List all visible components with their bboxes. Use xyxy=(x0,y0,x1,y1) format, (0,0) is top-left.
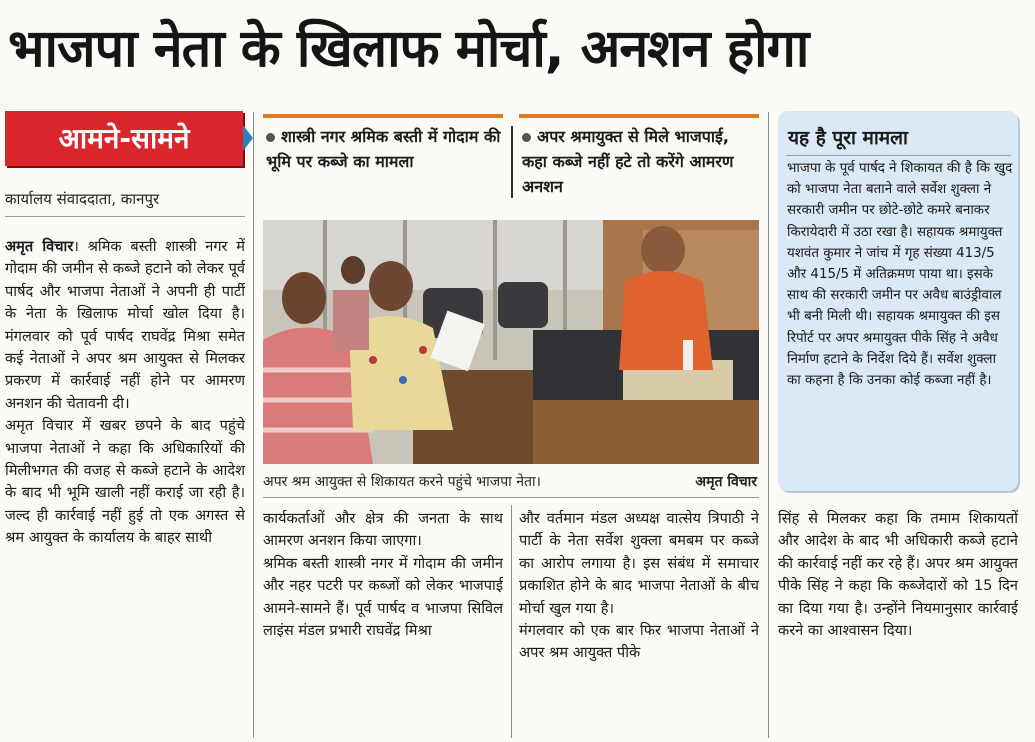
byline: कार्यालय संवाददाता, कानपुर xyxy=(5,190,160,208)
box-divider xyxy=(786,155,1011,156)
deck-left-text: शास्त्री नगर श्रमिक बस्ती में गोदाम की भूमि पर कब्जे का मामला xyxy=(266,127,501,171)
box-title: यह है पूरा मामला xyxy=(788,127,908,149)
deck-right xyxy=(522,124,758,199)
bullet-icon xyxy=(522,133,531,142)
lead-dateline: अमृत विचार xyxy=(5,238,74,255)
article-column-2 xyxy=(263,508,503,738)
bullet-icon xyxy=(266,133,275,142)
paragraph-text: । श्रमिक बस्ती शास्त्री नगर में गोदाम की जमीन से कब्जे हटाने को लेकर पूर्व पार्षद और भाजपा नेताओं ने अपनी ही पार्टी के नेता के खिलाफ मोर्चा खोल दिया है। मंगलवार को पूर्व पार्षद राघवेंद्र मिश्रा समेत कई नेताओं ने अपर श्रम आयुक्त से मिलकर प्रकरण में कार्रवाई नहीं होने पर आमरण अनशन की चेतावनी दी। xyxy=(5,238,245,412)
article-column-1 xyxy=(5,236,245,736)
paragraph: कार्यकर्ताओं और क्षेत्र की जनता के साथ आमरण अनशन किया जाएगा। xyxy=(263,510,503,550)
section-tag: आमने-सामने xyxy=(5,111,243,166)
deck-divider xyxy=(511,126,513,198)
article-column-4 xyxy=(778,508,1018,738)
paragraph: मंगलवार को एक बार फिर भाजपा नेताओं ने अपर श्रम आयुक्त पीके xyxy=(519,622,759,662)
news-photo xyxy=(263,220,759,464)
column-rule xyxy=(768,112,769,738)
deck-rule-left xyxy=(263,114,503,118)
paragraph: सिंह से मिलकर कहा कि तमाम शिकायतों और आदेश के बाद भी अधिकारी कब्जे हटाने की कार्रवाई नहीं कर रहे हैं। अपर श्रम आयुक्त पीके सिंह ने कहा कि कब्जेदारों को 15 दिन का दिया गया है। उन्होंने नियमानुसार कार्रवाई करने का आश्वासन दिया। xyxy=(778,510,1018,640)
photo-caption xyxy=(263,469,759,495)
paragraph xyxy=(5,236,245,415)
caption-text: अपर श्रम आयुक्त से शिकायत करने पहुंचे भाजपा नेता। xyxy=(263,474,541,490)
background-box xyxy=(778,111,1018,491)
photo-credit: अमृत विचार xyxy=(695,474,757,490)
deck-left xyxy=(266,124,502,174)
byline-divider xyxy=(5,216,245,217)
headline: भाजपा नेता के खिलाफ मोर्चा, अनशन होगा xyxy=(8,19,809,79)
paragraph: और वर्तमान मंडल अध्यक्ष वात्सेय त्रिपाठी ने पार्टी के नेता सर्वेश शुक्ला बमबम पर कब्जे का आरोप लगाया है। इस संबंध में समाचार प्रकाशित होने के बाद भाजपा नेताओं के बीच मोर्चा खुल गया है। xyxy=(519,510,759,617)
deck-rule-right xyxy=(519,114,759,118)
deck-right-text: अपर श्रमायुक्त से मिले भाजपाई, कहा कब्जे नहीं हटे तो करेंगे आमरण अनशन xyxy=(522,127,734,196)
article-column-3 xyxy=(519,508,759,738)
paragraph: अमृत विचार में खबर छपने के बाद पहुंचे भाजपा नेताओं ने कहा कि अधिकारियों की मिलीभगत की वजह से कब्जे हटाने के आदेश के बाद भी भूमि खाली नहीं कराई जा रही है। जल्द ही कार्रवाई नहीं हुई तो एक अगस्त से श्रम आयुक्त के कार्यालय के बाहर साथी xyxy=(5,417,245,547)
photo-illustration xyxy=(263,220,759,464)
column-rule xyxy=(253,112,254,738)
caption-divider xyxy=(263,497,759,498)
box-body: भाजपा के पूर्व पार्षद ने शिकायत की है कि खुद को भाजपा नेता बताने वाले सर्वेश शुक्ला ने सरकारी जमीन पर छोटे-छोटे कमरे बनाकर किरायेदारी में उठा रखा है। सहायक श्रमायुक्त यशवंत कुमार ने जांच में गृह संख्या 413/5 और 415/5 में अतिक्रमण पाया था। इसके साथ की सरकारी जमीन पर अवैध बाउंड्रीवाल भी बनी मिली थी। सहायक श्रमायुक्त की इस रिपोर्ट पर अपर श्रमायुक्त पीके सिंह ने अवैध निर्माण हटाने के निर्देश दिये हैं। सर्वेश शुक्ला का कहना है कि उनका कोई कब्जा नहीं है। xyxy=(787,161,1013,389)
paragraph: श्रमिक बस्ती शास्त्री नगर में गोदाम की जमीन और नहर पटरी पर कब्जों को लेकर भाजपाई आमने-सामने हैं। पूर्व पार्षद व भाजपा सिविल लाइंस मंडल प्रभारी राघवेंद्र मिश्रा xyxy=(263,554,503,640)
column-rule xyxy=(511,505,512,738)
